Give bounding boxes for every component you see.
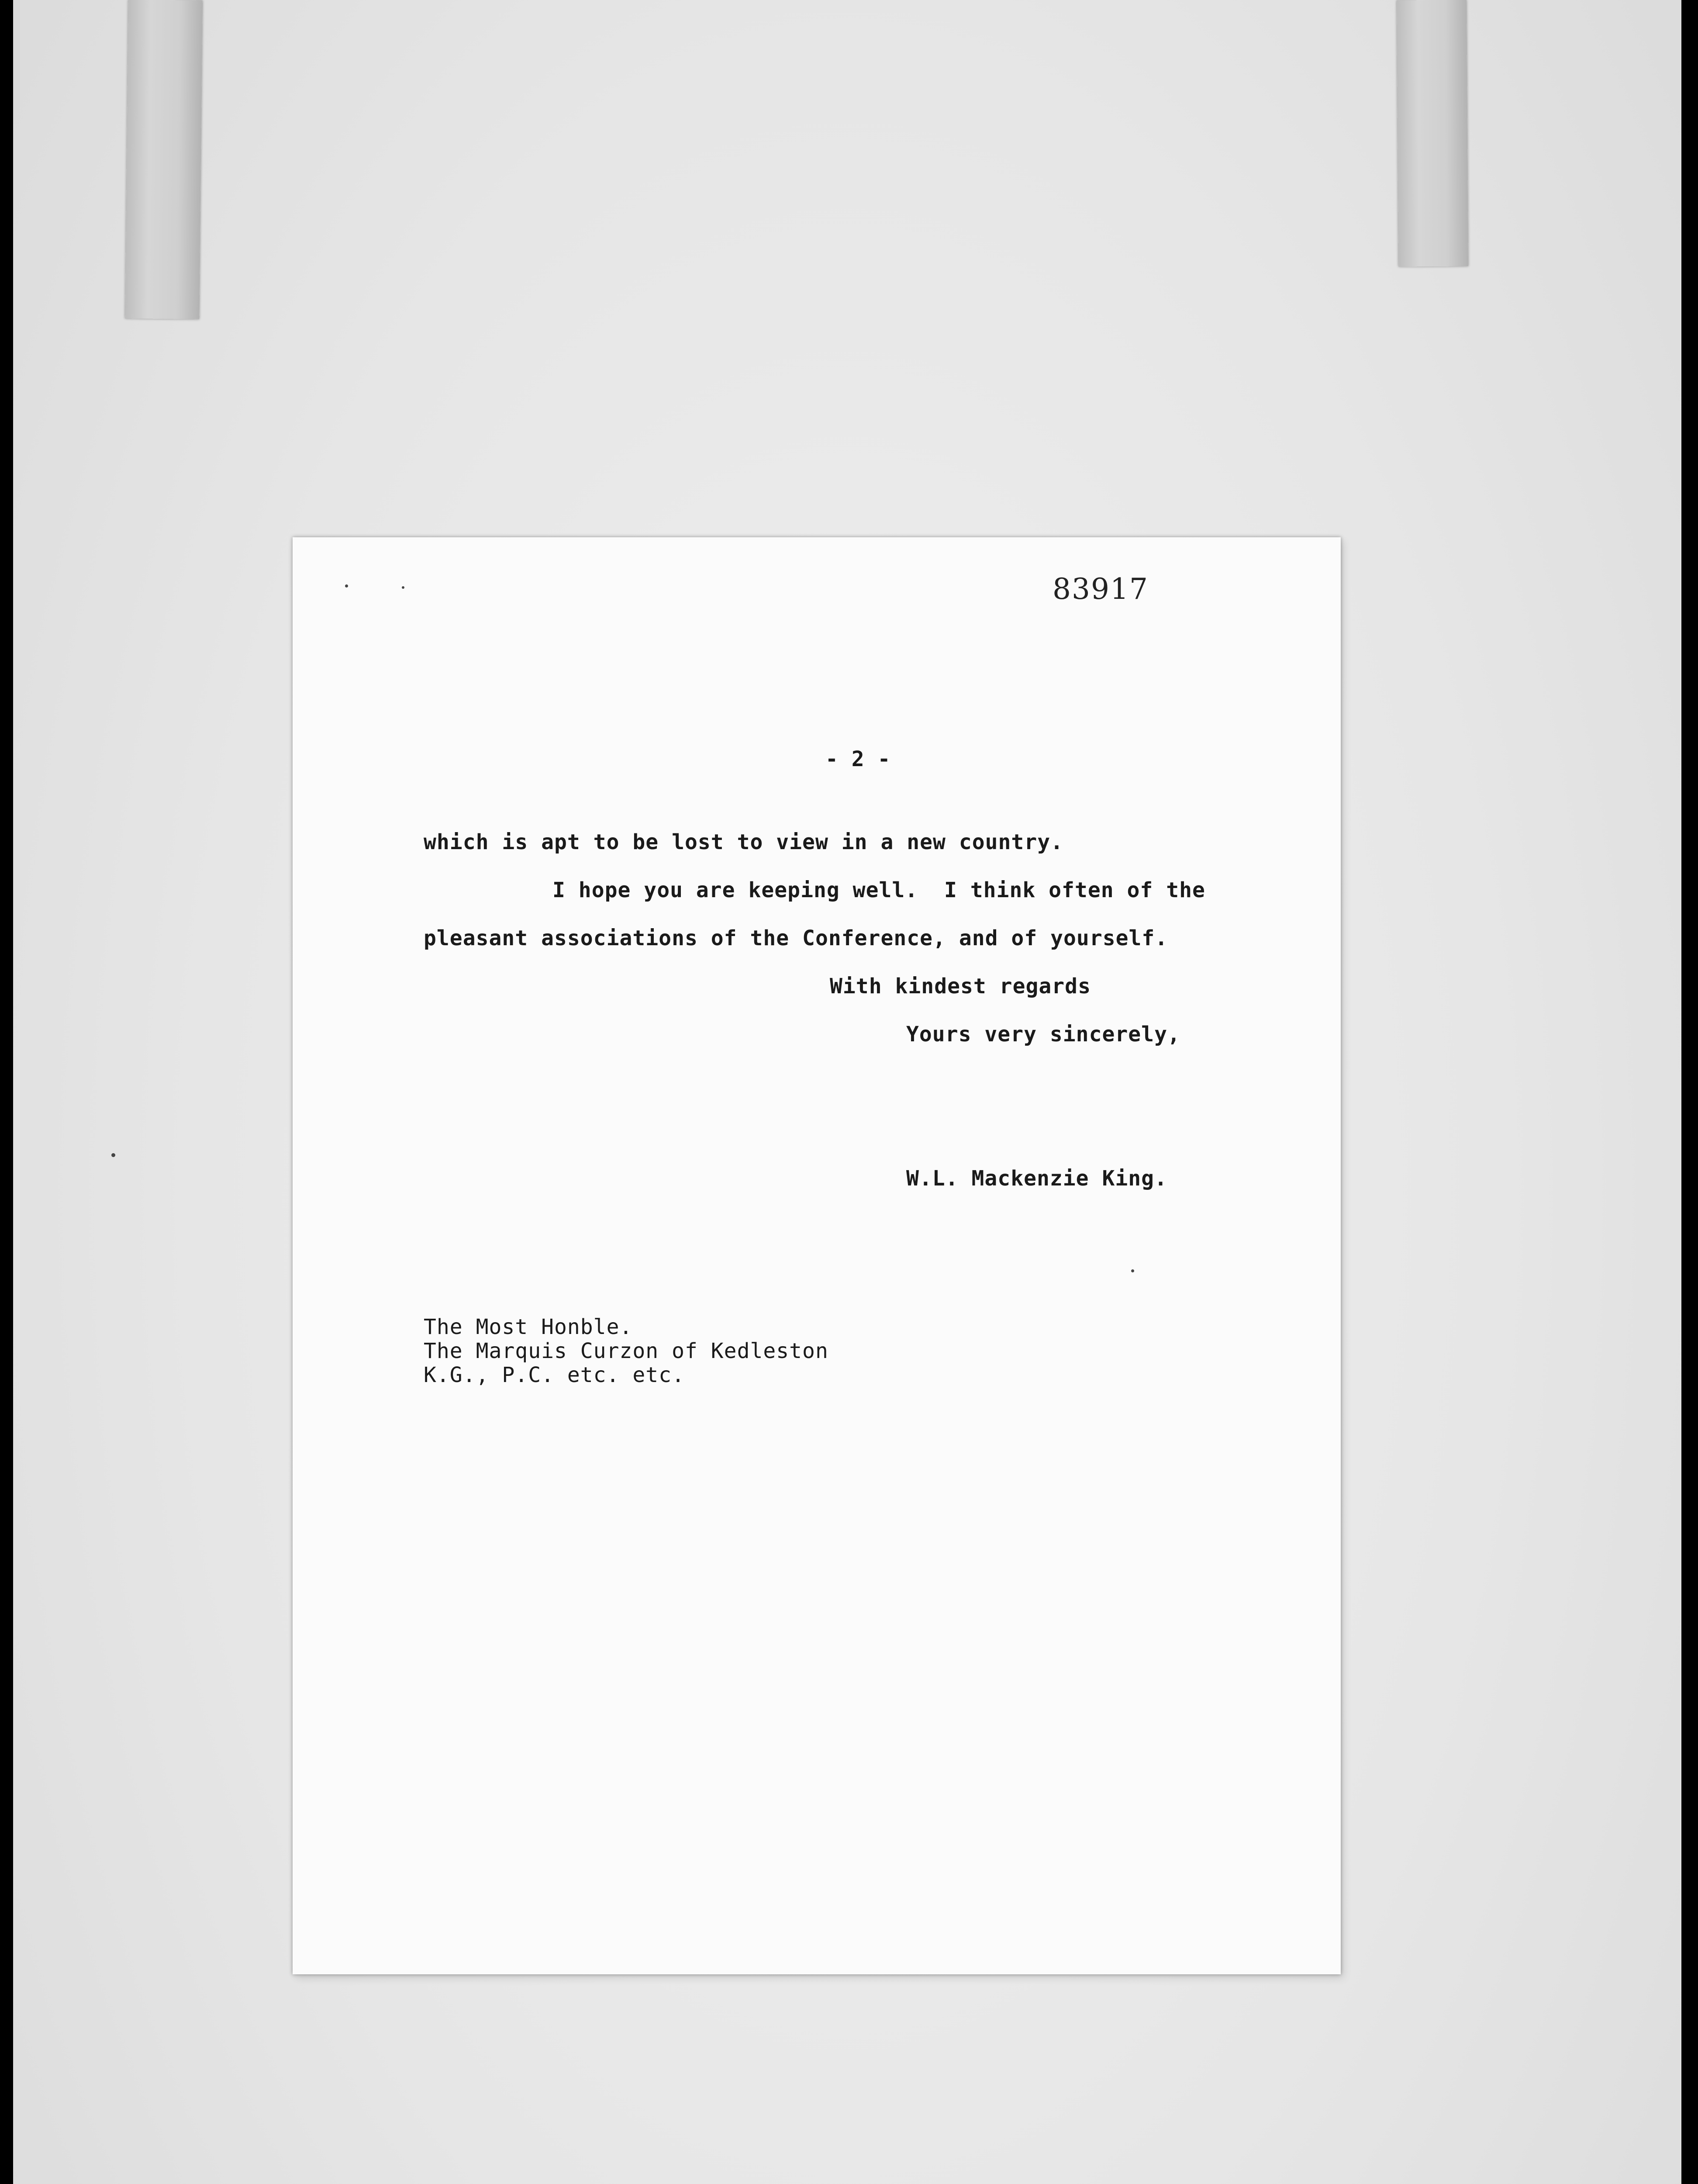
dust-speck bbox=[1131, 1269, 1134, 1272]
document-number: 83917 bbox=[1053, 572, 1149, 606]
top-right-tape bbox=[1397, 0, 1468, 267]
page-marker: - 2 - bbox=[825, 747, 891, 771]
addressee-line: K.G., P.C. etc. etc. bbox=[424, 1363, 685, 1387]
body-line: which is apt to be lost to view in a new country. bbox=[424, 830, 1064, 854]
closing-line: Yours very sincerely, bbox=[906, 1022, 1180, 1047]
addressee-line: The Marquis Curzon of Kedleston bbox=[424, 1339, 828, 1363]
body-line: pleasant associations of the Conference, and of yourself. bbox=[424, 926, 1168, 950]
body-line: I hope you are keeping well. I think often of the bbox=[552, 878, 1205, 902]
letter-page bbox=[293, 537, 1341, 1974]
dust-speck bbox=[345, 584, 348, 587]
dust-speck bbox=[402, 586, 404, 589]
dust-speck bbox=[111, 1153, 115, 1157]
closing-line: With kindest regards bbox=[830, 974, 1091, 999]
signature: W.L. Mackenzie King. bbox=[906, 1166, 1167, 1191]
mounting-board bbox=[13, 0, 1681, 2184]
addressee-line: The Most Honble. bbox=[424, 1315, 633, 1339]
top-left-tape bbox=[125, 0, 203, 319]
